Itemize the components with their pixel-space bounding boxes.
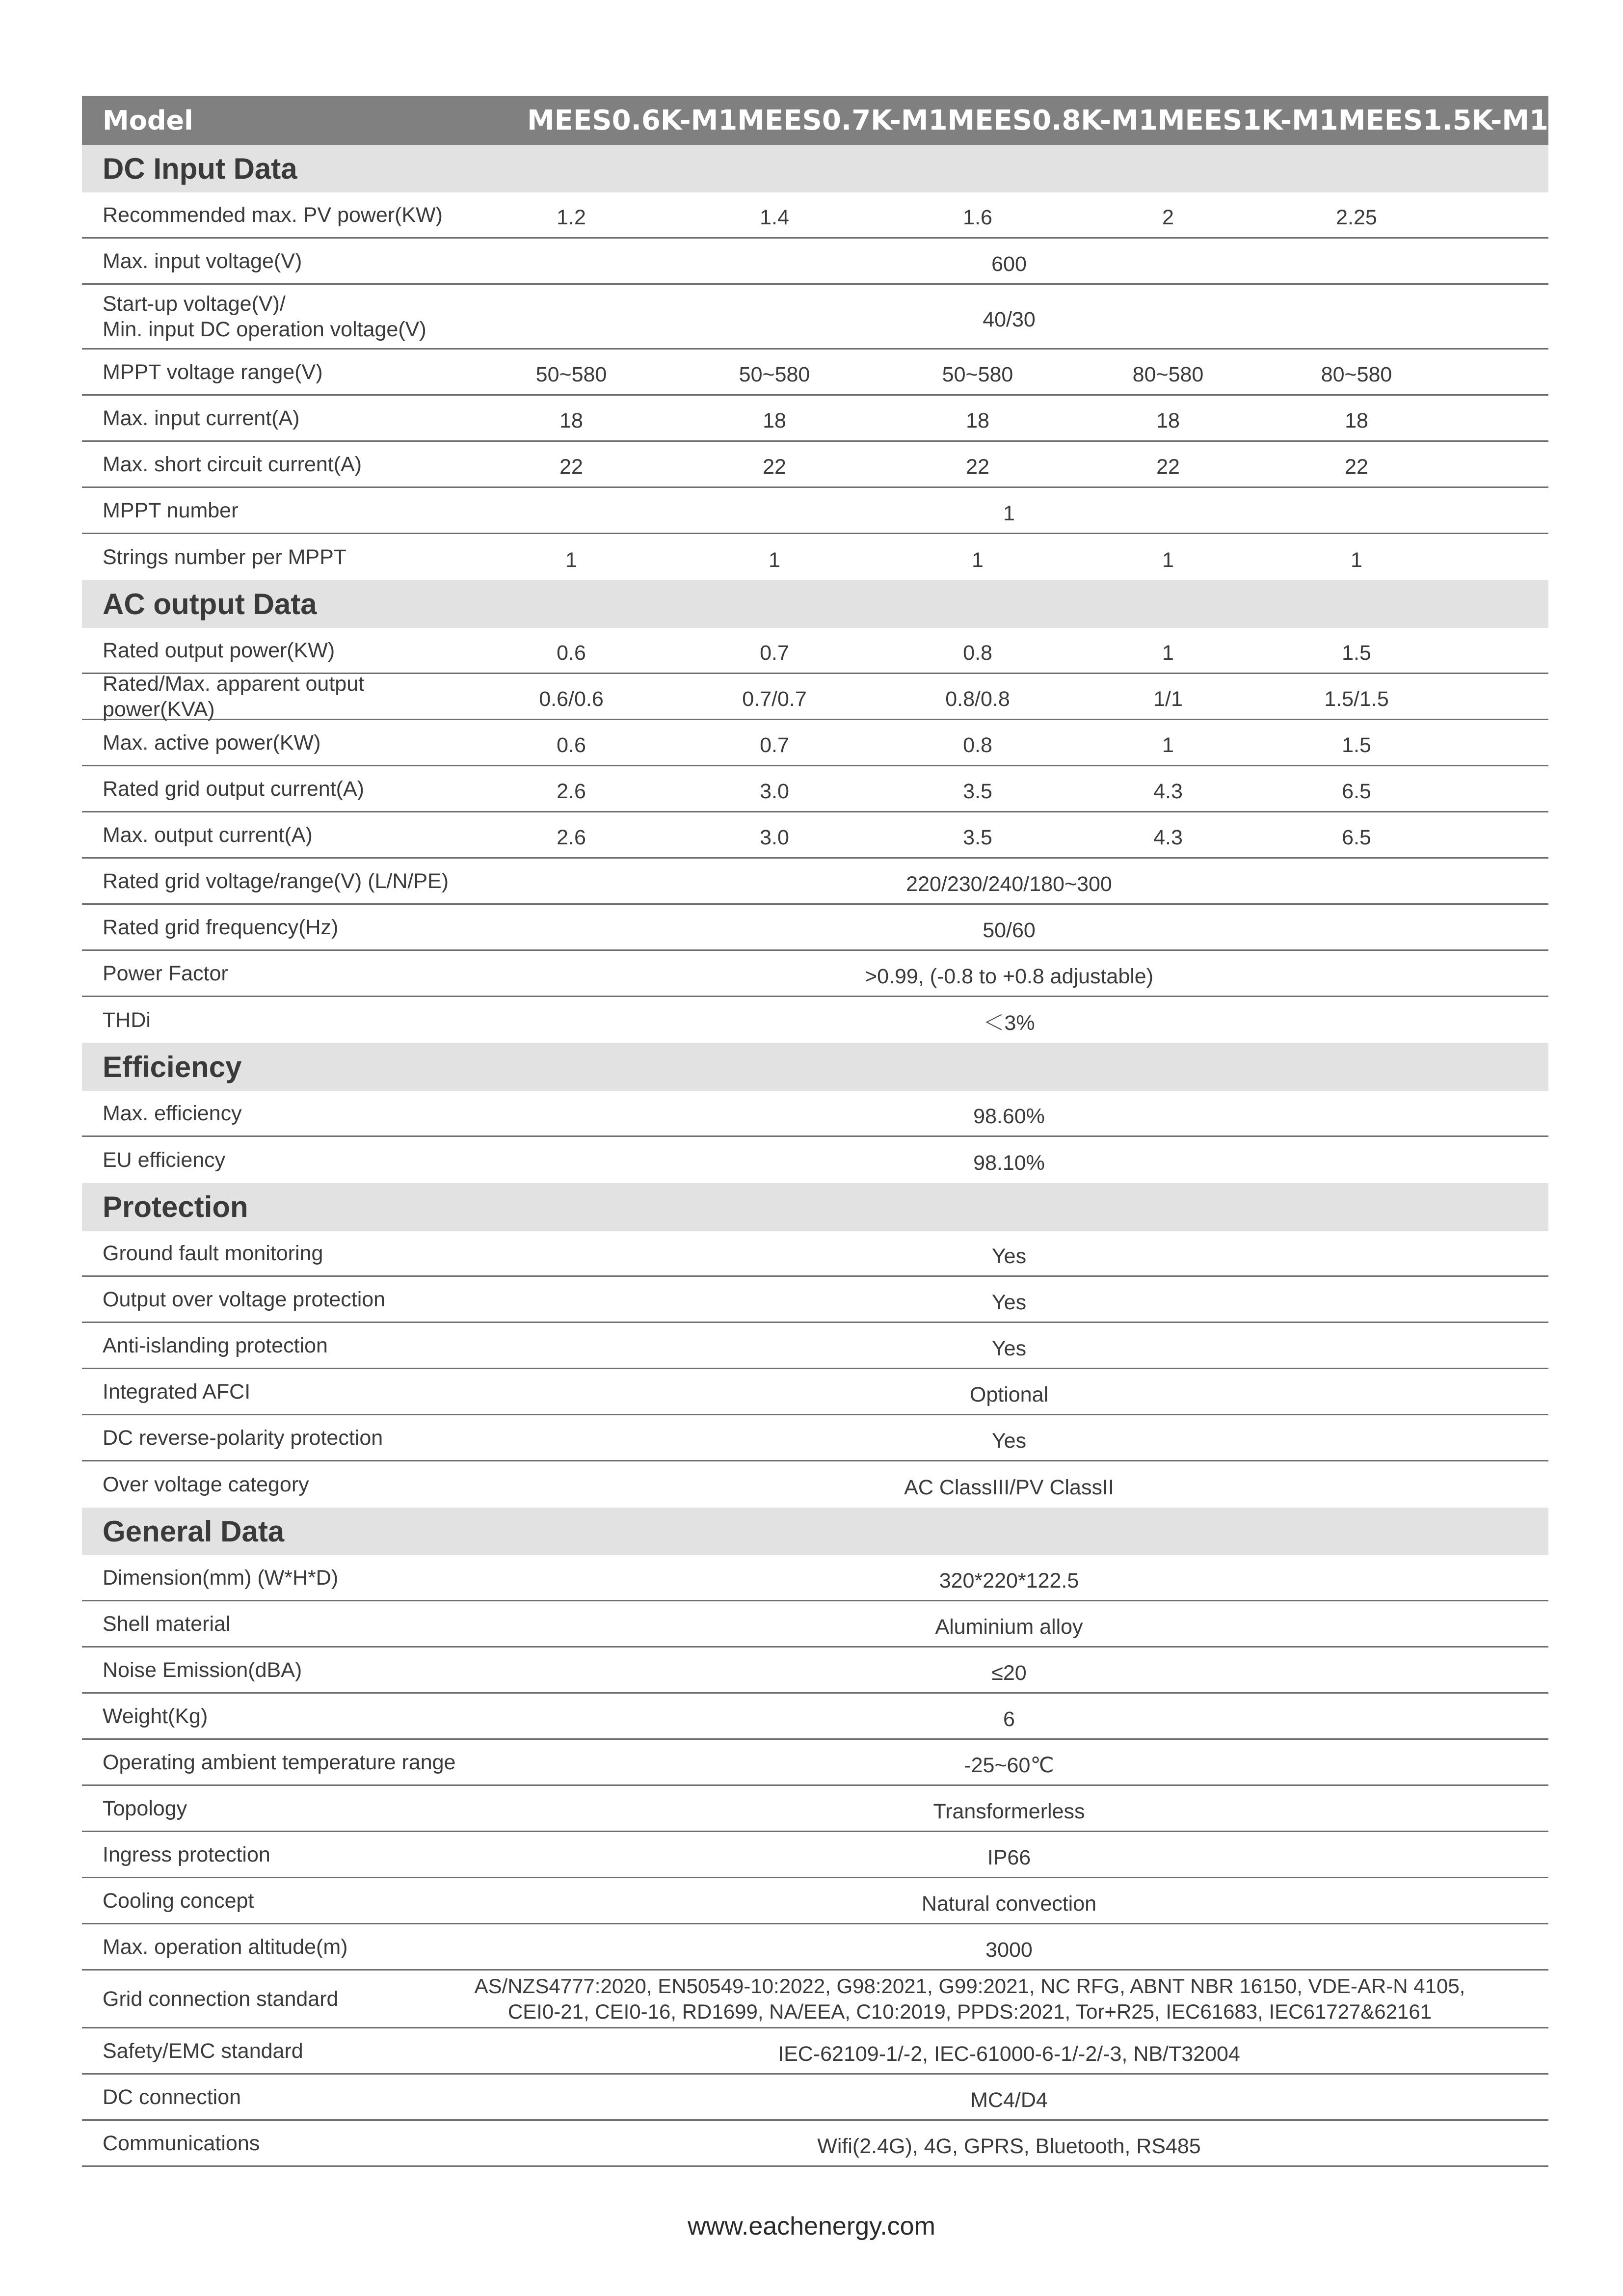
cell-value: 18 <box>763 409 786 432</box>
table-row <box>82 628 1548 674</box>
merged-value: 1 <box>1003 501 1015 525</box>
row-label: Grid connection standard <box>103 1987 339 2011</box>
table-row <box>82 1091 1548 1137</box>
table-row <box>82 285 1548 350</box>
row-label: Operating ambient temperature range <box>103 1750 456 1774</box>
cell-value: 22 <box>559 455 583 479</box>
cell-value: 1.4 <box>760 206 789 229</box>
table-row <box>82 1555 1548 1601</box>
merged-value: ≤20 <box>991 1661 1027 1685</box>
table-row <box>82 951 1548 997</box>
row-label: Dimension(mm) (W*H*D) <box>103 1566 339 1590</box>
table-row <box>82 1740 1548 1786</box>
cell-value: 50~580 <box>535 363 607 386</box>
cell-value: 1 <box>972 548 984 572</box>
row-label: Rated grid output current(A) <box>103 777 364 801</box>
merged-value: Yes <box>991 1336 1027 1360</box>
row-label: Over voltage category <box>103 1473 309 1496</box>
row-label: Rated grid voltage/range(V) (L/N/PE) <box>103 869 449 893</box>
row-label: Max. output current(A) <box>103 823 313 847</box>
merged-value: Wifi(2.4G), 4G, GPRS, Bluetooth, RS485 <box>817 2134 1201 2158</box>
cell-value: 0.7 <box>760 641 789 665</box>
row-label: Cooling concept <box>103 1889 254 1913</box>
merged-value: 6 <box>1003 1707 1015 1731</box>
row-label: Max. efficiency <box>103 1101 242 1125</box>
cell-value: 3.0 <box>760 826 789 849</box>
cell-value: 18 <box>1345 409 1368 432</box>
cell-value: 2 <box>1162 206 1174 229</box>
table-row <box>82 396 1548 442</box>
cell-value: 18 <box>966 409 989 432</box>
row-label: MPPT voltage range(V) <box>103 360 323 384</box>
merged-value: Yes <box>991 1290 1027 1314</box>
cell-value: 0.6 <box>557 641 586 665</box>
cell-value: 3.5 <box>963 780 992 803</box>
row-label: Power Factor <box>103 961 228 985</box>
table-row <box>82 1648 1548 1694</box>
cell-value: 2.6 <box>557 826 586 849</box>
table-row <box>82 1415 1548 1461</box>
spec-table <box>82 96 1548 2167</box>
row-label: Topology <box>103 1796 187 1820</box>
merged-value: 98.10% <box>973 1151 1045 1175</box>
row-label: Max. input voltage(V) <box>103 249 302 273</box>
merged-value: -25~60℃ <box>964 1753 1054 1777</box>
cell-value: 1 <box>1351 548 1362 572</box>
cell-value: 0.8/0.8 <box>945 687 1010 711</box>
row-label: Max. active power(KW) <box>103 730 321 755</box>
merged-value: 3000 <box>985 1938 1033 1962</box>
section-title-protection: Protection <box>82 1183 1548 1231</box>
cell-value: 0.7/0.7 <box>742 687 807 711</box>
merged-value: Aluminium alloy <box>935 1615 1083 1639</box>
cell-value: 18 <box>559 409 583 432</box>
row-label: Rated output power(KW) <box>103 638 335 662</box>
table-row <box>82 1277 1548 1323</box>
table-row <box>82 859 1548 905</box>
cell-value: 80~580 <box>1321 363 1392 386</box>
merged-value: >0.99, (-0.8 to +0.8 adjustable) <box>864 964 1154 988</box>
cell-value: 1 <box>565 548 577 572</box>
cell-value: 1 <box>769 548 780 572</box>
row-label: Shell material <box>103 1612 231 1636</box>
cell-value: 6.5 <box>1342 826 1371 849</box>
table-row <box>82 239 1548 285</box>
row-label: Noise Emission(dBA) <box>103 1658 302 1682</box>
merged-value: 600 <box>991 252 1027 276</box>
table-row <box>82 488 1548 534</box>
cell-value: 22 <box>1156 455 1180 479</box>
row-label: Output over voltage protection <box>103 1287 386 1311</box>
table-row <box>82 1601 1548 1648</box>
cell-value: 1 <box>1162 641 1174 665</box>
cell-value: 0.6 <box>557 733 586 757</box>
row-label: Rated/Max. apparent output power(KVA) <box>103 672 365 721</box>
table-row <box>82 997 1548 1043</box>
table-row <box>82 442 1548 488</box>
cell-value: 6.5 <box>1342 780 1371 803</box>
cell-value: 50~580 <box>942 363 1013 386</box>
section-title-efficiency: Efficiency <box>82 1043 1548 1091</box>
cell-value: 1.5 <box>1342 641 1371 665</box>
table-row <box>82 192 1548 239</box>
row-label: Anti-islanding protection <box>103 1333 328 1357</box>
model-name: MEES1K-M1 <box>1157 104 1338 136</box>
table-row <box>82 1323 1548 1369</box>
row-label: Max. input current(A) <box>103 406 300 430</box>
model-name: MEES0.6K-M1 <box>527 104 738 136</box>
table-row <box>82 534 1548 580</box>
merged-value: IEC-62109-1/-2, IEC-61000-6-1/-2/-3, NB/T32004 <box>778 2042 1240 2066</box>
table-row <box>82 1694 1548 1740</box>
merged-value: Natural convection <box>921 1891 1097 1916</box>
merged-value: Yes <box>991 1429 1027 1453</box>
merged-value: 98.60% <box>973 1104 1045 1128</box>
model-label: Model <box>103 105 193 136</box>
table-row <box>82 2075 1548 2121</box>
merged-value: Optional <box>969 1382 1049 1406</box>
table-row <box>82 1924 1548 1971</box>
cell-value: 3.0 <box>760 780 789 803</box>
row-label: Ground fault monitoring <box>103 1241 323 1265</box>
merged-value: AC ClassIII/PV ClassII <box>904 1476 1114 1499</box>
table-row <box>82 2121 1548 2167</box>
model-name: MEES0.7K-M1 <box>737 104 948 136</box>
cell-value: 4.3 <box>1153 826 1183 849</box>
row-label: Integrated AFCI <box>103 1379 251 1404</box>
row-label: Weight(Kg) <box>103 1704 208 1728</box>
table-row <box>82 1461 1548 1508</box>
cell-value: 1.2 <box>557 206 586 229</box>
row-label: Ingress protection <box>103 1842 270 1866</box>
cell-value: 0.7 <box>760 733 789 757</box>
table-row <box>82 1878 1548 1924</box>
merged-value: Transformerless <box>933 1799 1085 1823</box>
row-label: Max. operation altitude(m) <box>103 1935 348 1959</box>
section-title-ac-output: AC output Data <box>82 580 1548 628</box>
table-row <box>82 1137 1548 1183</box>
table-row <box>82 674 1548 720</box>
cell-value: 1.5/1.5 <box>1324 687 1389 711</box>
merged-value: Yes <box>991 1244 1027 1268</box>
merged-value: 50/60 <box>983 918 1036 942</box>
table-row <box>82 1971 1548 2028</box>
model-name: MEES1.5K-M1 <box>1338 104 1548 136</box>
row-label: Communications <box>103 2131 260 2155</box>
merged-value: 40/30 <box>983 307 1036 331</box>
cell-value: 80~580 <box>1132 363 1204 386</box>
merged-value: ＜3% <box>983 1011 1035 1035</box>
website-link[interactable]: www.eachenergy.com <box>688 2212 935 2241</box>
model-header-row <box>82 96 1548 145</box>
cell-value: 1 <box>1162 733 1174 757</box>
cell-value: 22 <box>966 455 989 479</box>
section-title-general: General Data <box>82 1508 1548 1555</box>
table-row <box>82 1832 1548 1878</box>
cell-value: 1/1 <box>1153 687 1183 711</box>
cell-value: 2.25 <box>1336 206 1377 229</box>
row-label: Start-up voltage(V)/ Min. input DC operation voltage(V) <box>103 292 426 341</box>
merged-value: IP66 <box>987 1845 1031 1869</box>
cell-value: 1.6 <box>963 206 992 229</box>
row-label: MPPT number <box>103 498 239 522</box>
row-label: Strings number per MPPT <box>103 545 347 569</box>
row-label: DC connection <box>103 2085 241 2109</box>
row-label: DC reverse-polarity protection <box>103 1426 383 1450</box>
cell-value: 22 <box>1345 455 1368 479</box>
table-row <box>82 350 1548 396</box>
cell-value: 50~580 <box>739 363 810 386</box>
cell-value: 4.3 <box>1153 780 1183 803</box>
cell-value: 0.6/0.6 <box>539 687 604 711</box>
table-row <box>82 2028 1548 2075</box>
row-label: EU efficiency <box>103 1148 226 1172</box>
cell-value: 0.8 <box>963 641 992 665</box>
row-label: Max. short circuit current(A) <box>103 452 362 476</box>
table-row <box>82 1369 1548 1415</box>
cell-value: 22 <box>763 455 786 479</box>
row-label: Recommended max. PV power(KW) <box>103 203 443 227</box>
table-row <box>82 1786 1548 1832</box>
merged-value: AS/NZS4777:2020, EN50549-10:2022, G98:2021, G99:2021, NC RFG, ABNT NBR 16150, VDE-AR-N 4105, CEI0-21, CEI0-16, RD1699, NA/EEA, C10:2019, PPDS:2021, Tor+R25, IEC61683, IEC61727&62161 <box>474 1974 1465 2023</box>
row-label: Safety/EMC standard <box>103 2039 303 2063</box>
row-label: THDi <box>103 1008 151 1032</box>
cell-value: 2.6 <box>557 780 586 803</box>
cell-value: 1.5 <box>1342 733 1371 757</box>
cell-value: 1 <box>1162 548 1174 572</box>
cell-value: 0.8 <box>963 733 992 757</box>
section-title-dc-input: DC Input Data <box>82 145 1548 192</box>
merged-value: MC4/D4 <box>970 2088 1048 2112</box>
cell-value: 3.5 <box>963 826 992 849</box>
model-name: MEES0.8K-M1 <box>947 104 1158 136</box>
table-row <box>82 812 1548 859</box>
table-row <box>82 720 1548 766</box>
table-row <box>82 766 1548 812</box>
merged-value: 220/230/240/180~300 <box>906 872 1112 896</box>
cell-value: 18 <box>1156 409 1180 432</box>
merged-value: 320*220*122.5 <box>939 1568 1079 1593</box>
table-row <box>82 905 1548 951</box>
table-row <box>82 1231 1548 1277</box>
row-label: Rated grid frequency(Hz) <box>103 915 339 939</box>
